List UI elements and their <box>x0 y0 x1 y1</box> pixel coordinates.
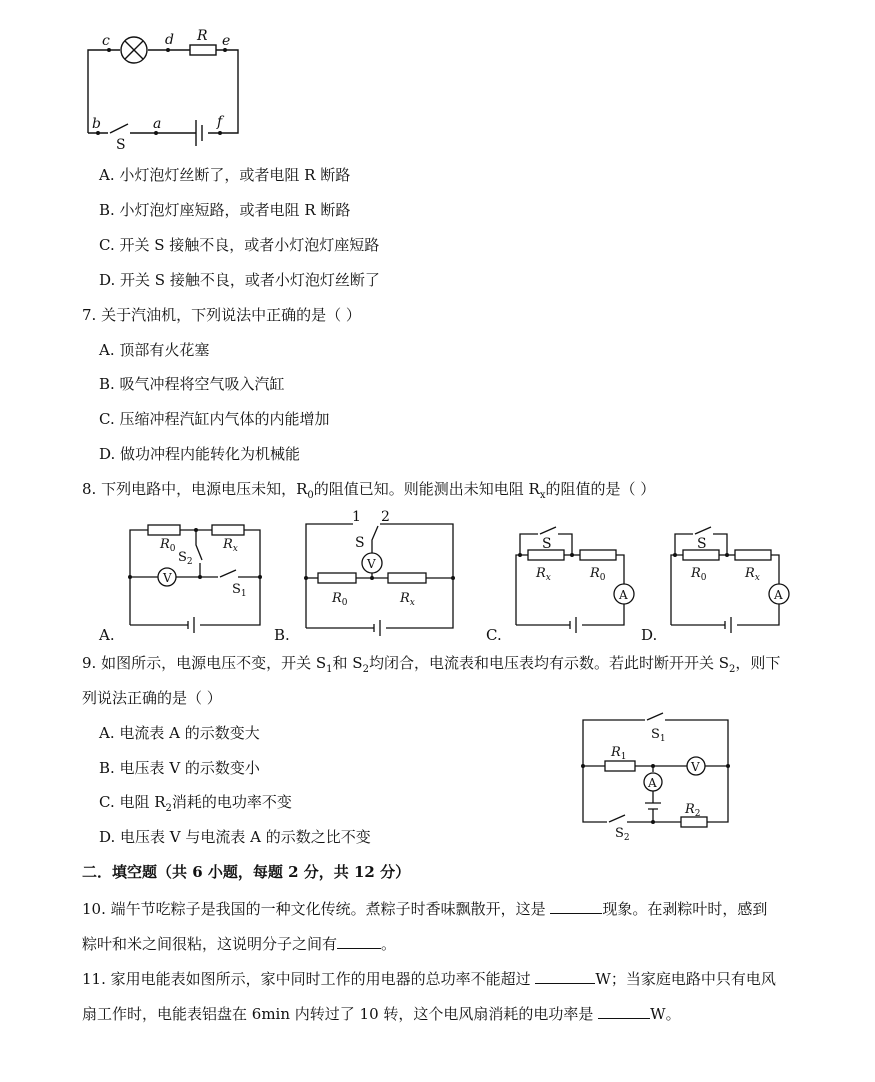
section-2-heading: 二．填空题（共 6 小题，每题 2 分，共 12 分） <box>82 863 411 881</box>
label-R: R <box>197 28 208 44</box>
q8d-rx-label: $R_x$ <box>745 566 760 583</box>
q8-circuit-a <box>120 515 270 640</box>
q8-caption-c: C. <box>486 626 502 644</box>
q7-option-a: A. 顶部有火花塞 <box>99 341 210 359</box>
q10-line2: 粽叶和米之间很粘，这说明分子之间有 。 <box>82 932 396 954</box>
q10-blank-2[interactable] <box>337 932 381 949</box>
q9-option-d: D. 电压表 V 与电流表 A 的示数之比不变 <box>99 828 371 846</box>
q8a-s1-label: $S_1$ <box>232 582 247 599</box>
q9-s1-label: $S_1$ <box>651 727 666 744</box>
q6-circuit-diagram <box>80 28 250 153</box>
q8d-r0-label: $R_0$ <box>691 566 707 583</box>
q8-circuit-c <box>508 520 653 640</box>
q8a-s2-label: $S_2$ <box>178 550 193 567</box>
label-b: b <box>92 116 101 132</box>
label-f: f <box>217 114 223 130</box>
q9-r1-label: $R_1$ <box>611 745 627 762</box>
q8d-a-label: A <box>774 588 783 602</box>
label-c: c <box>102 33 110 49</box>
q7-option-c: C. 压缩冲程汽缸内气体的内能增加 <box>99 410 330 428</box>
q8a-r0-label: $R_0$ <box>160 537 176 554</box>
q6-option-a: A. 小灯泡灯丝断了，或者电阻 R 断路 <box>99 166 351 184</box>
q11-line1: 11. 家用电能表如图所示，家中同时工作的用电器的总功率不能超过 W；当家庭电路中只有电风 <box>82 967 776 989</box>
q9-v-label: V <box>691 760 700 774</box>
q8b-rx-label: $R_x$ <box>400 591 415 608</box>
q8d-s-label: S <box>697 536 707 552</box>
q8-caption-a: A. <box>99 626 115 644</box>
label-S: S <box>116 137 126 153</box>
q9-option-b: B. 电压表 V 的示数变小 <box>99 759 260 777</box>
q9-option-c: C. 电阻 $R_2$消耗的电功率不变 <box>99 793 292 814</box>
q11-blank-2[interactable] <box>598 1002 650 1019</box>
q8c-rx-label: $R_x$ <box>536 566 551 583</box>
q9-circuit-diagram <box>575 710 740 845</box>
q9-stem-line2: 列说法正确的是（ ） <box>82 689 222 707</box>
q8a-v-label: V <box>163 571 172 585</box>
q6-option-d: D. 开关 S 接触不良，或者小灯泡灯丝断了 <box>99 271 380 289</box>
q8-caption-b: B. <box>274 626 290 644</box>
q8b-v-label: V <box>367 557 376 571</box>
q8b-r0-label: $R_0$ <box>332 591 348 608</box>
q10-blank-1[interactable] <box>550 897 602 914</box>
q9-a-label: A <box>648 776 657 790</box>
q9-r2-label: $R_2$ <box>685 802 701 819</box>
q8b-two-label: 2 <box>381 509 390 525</box>
q7-option-b: B. 吸气冲程将空气吸入汽缸 <box>99 375 285 393</box>
q9-s2-label: $S_2$ <box>615 826 630 843</box>
label-d: d <box>165 32 174 48</box>
q8-stem: 8. 下列电路中，电源电压未知，$R_0$的阻值已知。则能测出未知电阻 $R_x$的阻值的是（ ） <box>82 480 656 501</box>
q8c-s-label: S <box>542 536 552 552</box>
q10-line1: 10. 端午节吃粽子是我国的一种文化传统。煮粽子时香味飘散开，这是 现象。在剥粽叶时，感到 <box>82 897 767 919</box>
q8-circuit-b <box>298 508 468 643</box>
q9-option-a: A. 电流表 A 的示数变大 <box>99 724 260 742</box>
label-e: e <box>222 33 231 49</box>
q11-blank-1[interactable] <box>535 967 595 984</box>
q11-line2: 扇工作时，电能表铝盘在 6min 内转过了 10 转，这个电风扇消耗的电功率是 W。 <box>82 1002 681 1024</box>
q8b-s-label: S <box>355 535 365 551</box>
q6-option-c: C. 开关 S 接触不良，或者小灯泡灯座短路 <box>99 236 380 254</box>
q8a-rx-label: $R_x$ <box>223 537 238 554</box>
q6-option-b: B. 小灯泡灯座短路，或者电阻 R 断路 <box>99 201 351 219</box>
q8-circuit-d <box>663 520 808 640</box>
q8b-one-label: 1 <box>352 509 361 525</box>
q7-stem: 7. 关于汽油机，下列说法中正确的是（ ） <box>82 306 361 324</box>
q8c-a-label: A <box>619 588 628 602</box>
q8-caption-d: D. <box>641 626 658 644</box>
label-a: a <box>153 116 162 132</box>
q8c-r0-label: $R_0$ <box>590 566 606 583</box>
q7-option-d: D. 做功冲程内能转化为机械能 <box>99 445 301 463</box>
q9-stem-line1: 9. 如图所示，电源电压不变，开关 $S_1$和 $S_2$均闭合，电流表和电压表均有示数。若此时断开开关 $S_2$，则下 <box>82 654 781 675</box>
